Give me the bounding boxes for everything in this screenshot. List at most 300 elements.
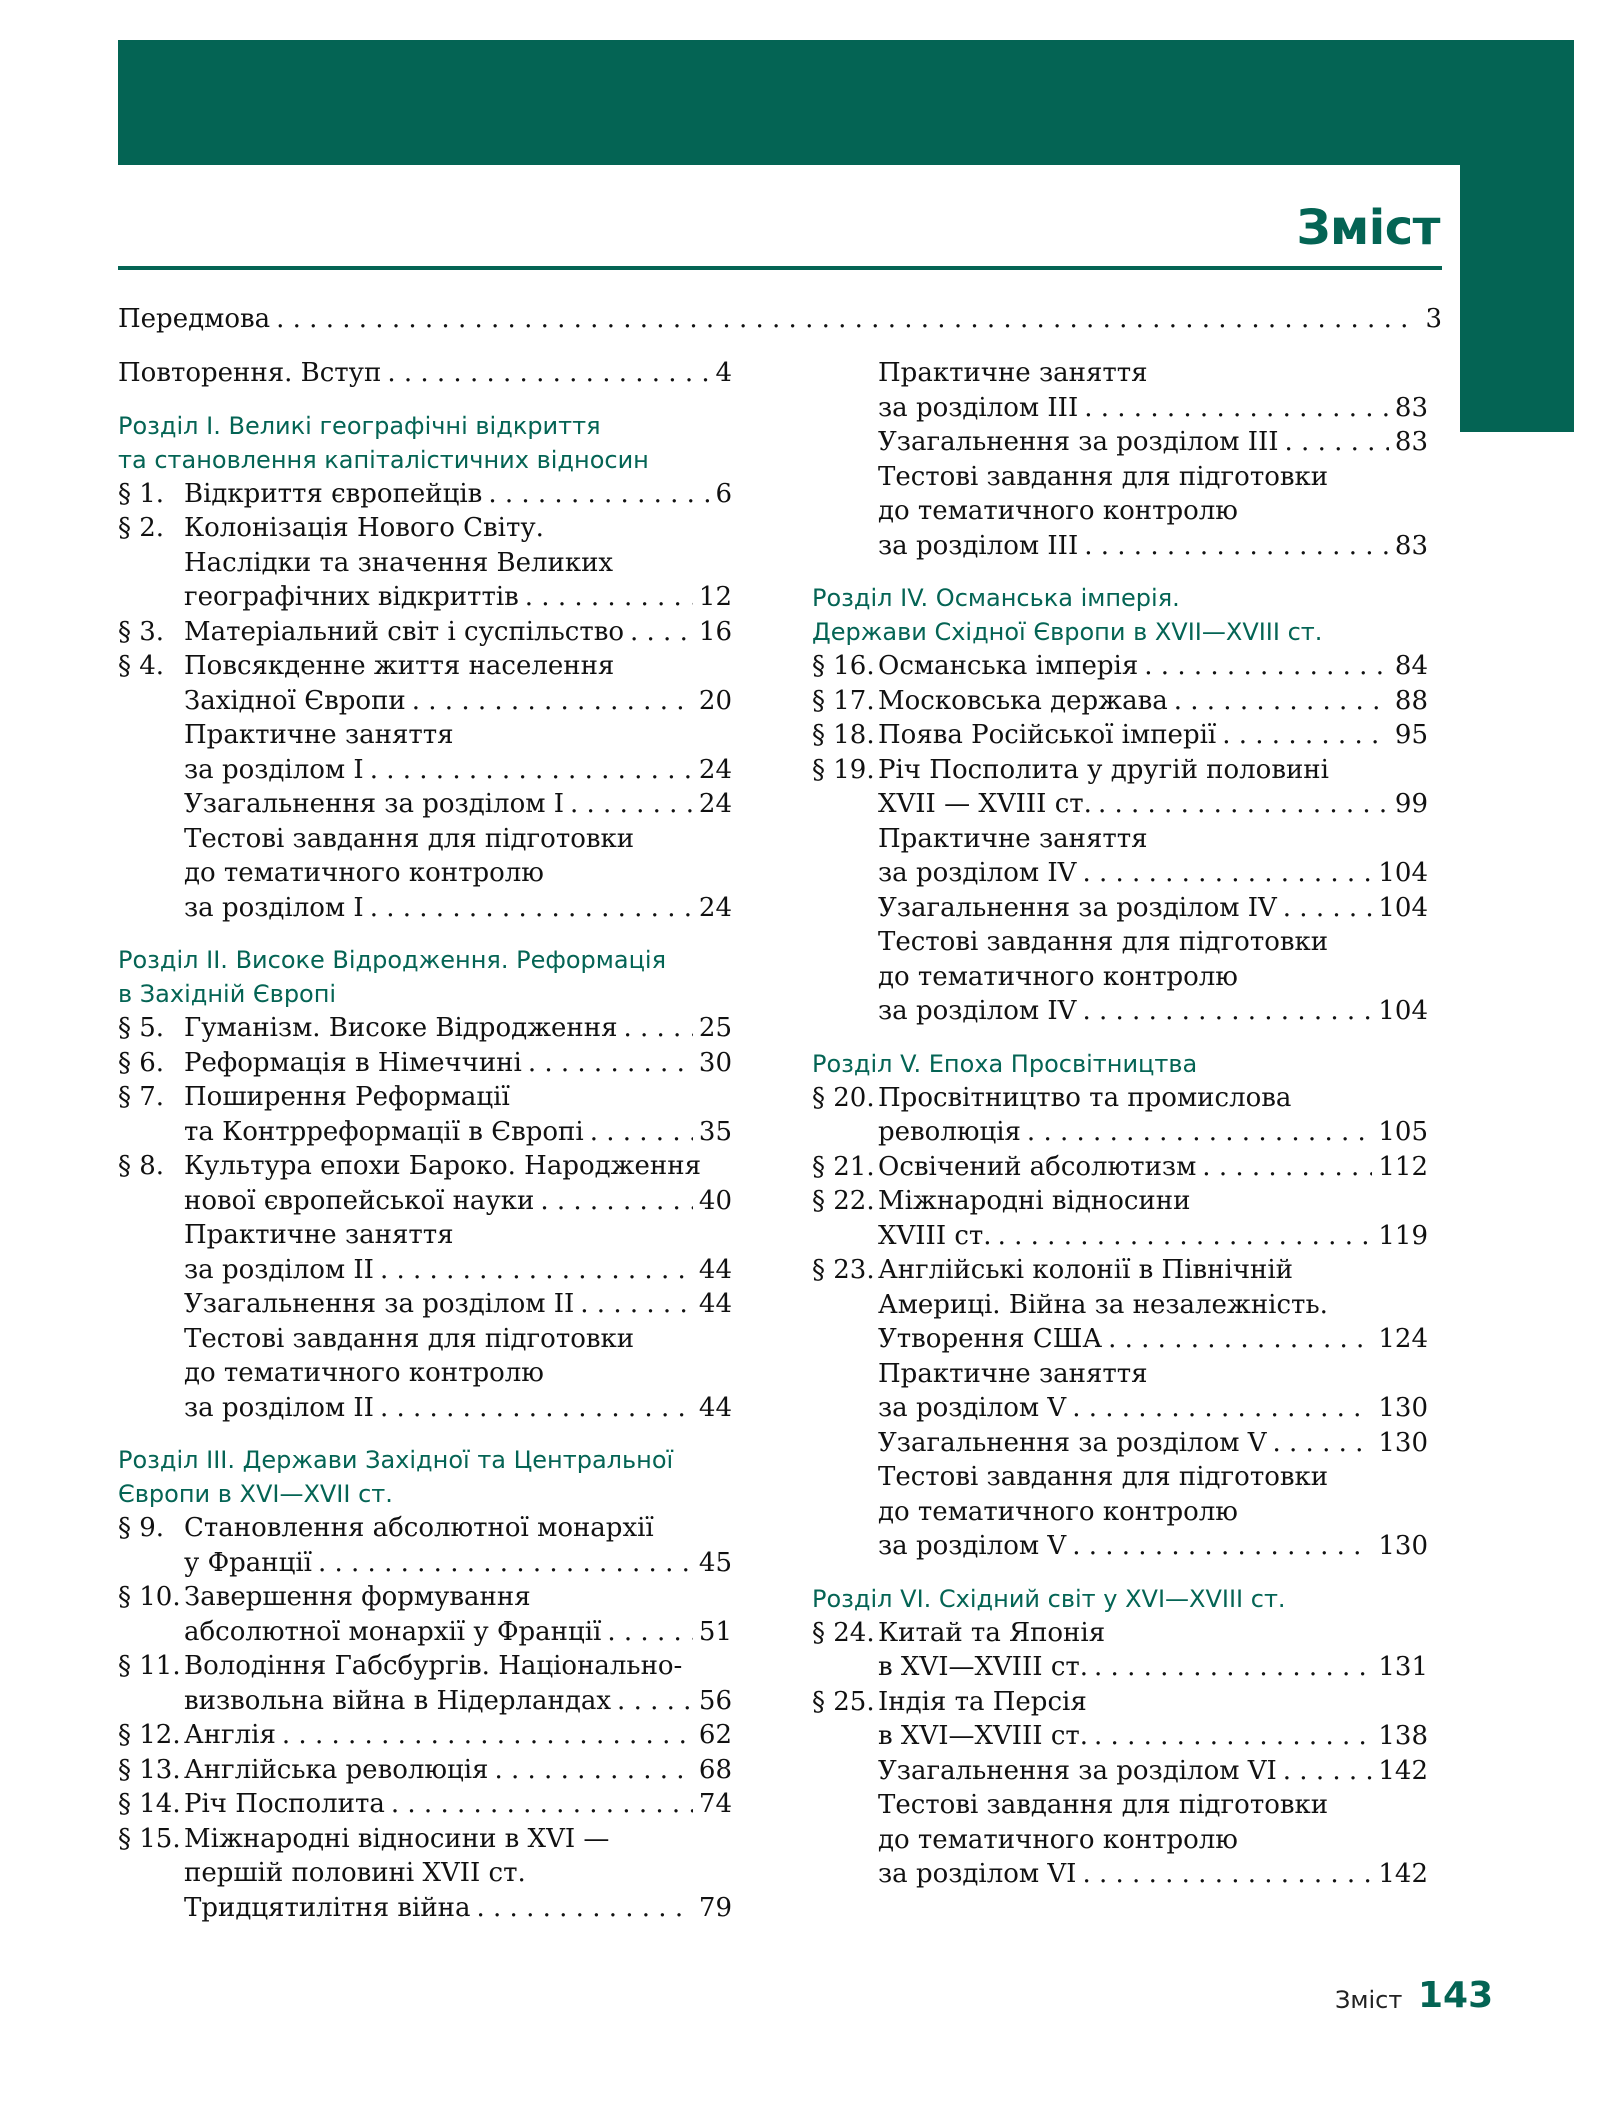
toc-entry-last-line — [184, 1891, 732, 1926]
toc-entry-line: до тематичного контролю — [878, 496, 1238, 526]
toc-entry-line: Річ Посполита у другій половині — [878, 754, 1329, 785]
dot-leader — [270, 302, 1419, 337]
toc-entry-last-line — [878, 1115, 1428, 1150]
toc-entry-line: до тематичного контролю — [184, 858, 544, 888]
toc-entry-line: Тестові завдання для підготовки — [878, 927, 1329, 957]
toc-entry-line: Міжнародні відносини — [878, 1186, 1191, 1216]
dot-leader — [374, 1253, 693, 1288]
toc-entry-body — [878, 1426, 1428, 1461]
toc-entry-paragraph[interactable] — [118, 649, 732, 718]
toc-entry-text: за розділом І — [184, 892, 364, 923]
dot-leader — [1277, 1754, 1373, 1789]
toc-entry-text: Матеріальний світ і суспільство — [184, 616, 624, 647]
toc-entry-body — [878, 718, 1428, 753]
toc-entry-body — [184, 615, 732, 650]
toc-entry-subsection[interactable] — [812, 1788, 1428, 1892]
section-heading-line: Розділ ІІІ. Держави Західної та Центральної — [118, 1446, 674, 1474]
toc-entry-subsection[interactable] — [118, 1218, 732, 1287]
toc-entry-line: Тестові завдання для підготовки — [878, 1462, 1329, 1492]
section-heading-line: Розділ ІІ. Високе Відродження. Реформація — [118, 946, 667, 974]
dot-leader — [564, 787, 693, 822]
toc-entry-subsection[interactable] — [812, 1357, 1428, 1426]
toc-entry-page: 95 — [1394, 720, 1428, 750]
section-heading-line: Розділ IV. Османська імперія. — [812, 584, 1180, 612]
toc-entry-paragraph[interactable] — [812, 684, 1428, 719]
toc-entry-page: 56 — [698, 1685, 732, 1716]
toc-entry-paragraph[interactable] — [812, 1685, 1428, 1754]
dot-leader — [519, 580, 693, 615]
toc-entry-page: 83 — [1394, 392, 1428, 423]
toc-entry-line: Індія та Персія — [878, 1686, 1087, 1717]
dot-leader — [1279, 425, 1389, 460]
toc-entry-body — [184, 1287, 732, 1322]
dot-leader — [312, 1546, 693, 1581]
dot-leader — [488, 1753, 692, 1788]
toc-entry-body — [878, 1788, 1428, 1892]
paragraph-number: § 20. — [812, 1082, 875, 1113]
spacer — [118, 391, 732, 403]
toc-entry-last-line — [878, 891, 1428, 926]
toc-entry-body — [878, 1253, 1428, 1357]
toc-entry-last-line — [184, 787, 732, 822]
dot-leader — [364, 753, 693, 788]
dot-leader — [601, 1615, 693, 1650]
toc-entry-last-line — [184, 1046, 732, 1081]
toc-entry-text: у Франції — [184, 1547, 312, 1578]
toc-entry-text: Узагальнення за розділом V — [878, 1427, 1267, 1458]
dot-leader — [374, 1391, 693, 1426]
toc-entry-paragraph[interactable] — [118, 1011, 732, 1046]
toc-entry-paragraph[interactable] — [812, 1081, 1428, 1150]
toc-entry-page: 104 — [1378, 858, 1428, 888]
section-heading[interactable] — [812, 581, 1428, 649]
toc-entry-line: до тематичного контролю — [878, 1824, 1238, 1855]
toc-entry-page: 4 — [715, 358, 732, 388]
section-heading[interactable] — [812, 1582, 1428, 1616]
toc-entry-line: Наслідки та значення Великих — [184, 547, 614, 578]
toc-entry-paragraph[interactable] — [118, 511, 732, 615]
toc-entry-text: Передмова — [118, 304, 271, 334]
toc-entry-last-line — [184, 1787, 732, 1822]
toc-entry-body — [184, 1718, 732, 1753]
toc-entry-page: 24 — [698, 754, 732, 785]
toc-entry-body — [184, 1787, 732, 1822]
toc-entry-subsection[interactable] — [812, 1426, 1428, 1461]
dot-leader — [1196, 1150, 1372, 1185]
toc-entry-foreword[interactable] — [118, 302, 1442, 337]
toc-entry-subsection[interactable] — [812, 822, 1428, 891]
toc-entry-page: 104 — [1378, 996, 1428, 1026]
spacer — [812, 563, 1428, 575]
toc-entry-text: XVII — XVIII ст. — [878, 789, 1092, 819]
toc-entry-body — [878, 925, 1428, 1029]
toc-entry-page: 68 — [698, 1754, 732, 1785]
dot-leader — [1078, 391, 1389, 426]
toc-entry-page: 131 — [1378, 1652, 1428, 1682]
toc-entry-last-line — [184, 1684, 732, 1719]
toc-entry-text: Річ Посполита — [184, 1789, 385, 1819]
toc-entry-subsection[interactable] — [812, 460, 1428, 564]
toc-entry-page: 3 — [1425, 304, 1442, 334]
toc-entry-subsection[interactable] — [118, 1287, 732, 1322]
toc-entry-text: Османська імперія — [878, 651, 1139, 681]
paragraph-number: § 21. — [812, 1151, 875, 1182]
toc-entry-paragraph[interactable] — [118, 615, 732, 650]
toc-entry-body — [184, 1149, 732, 1218]
dot-leader — [385, 1787, 693, 1822]
dot-leader — [1216, 718, 1389, 753]
toc-entry-paragraph[interactable] — [812, 1150, 1428, 1185]
toc-entry-page: 119 — [1378, 1220, 1428, 1251]
toc-entry-body — [878, 460, 1428, 564]
toc-entry-page: 83 — [1394, 530, 1428, 561]
page-title: Зміст — [1296, 200, 1440, 256]
toc-entry-last-line — [184, 615, 732, 650]
toc-entry-text: Узагальнення за розділом ІІІ — [878, 427, 1279, 457]
dot-leader — [381, 356, 709, 391]
toc-entry-last-line — [878, 1322, 1428, 1357]
toc-entry-body — [878, 891, 1428, 926]
toc-entry-body — [878, 1754, 1428, 1789]
toc-entry-last-line — [878, 856, 1428, 891]
toc-entry-body — [878, 1460, 1428, 1564]
paragraph-number: § 16. — [812, 651, 875, 681]
toc-entry-page: 79 — [698, 1892, 732, 1923]
paragraph-number: § 13. — [118, 1754, 181, 1785]
toc-entry-text: Англія — [184, 1720, 276, 1750]
toc-entry-body — [184, 822, 732, 926]
toc-entry-page: 24 — [698, 892, 732, 923]
title-rule — [118, 266, 1442, 270]
toc-entry-body — [878, 1081, 1428, 1150]
toc-entry-last-line — [184, 684, 732, 719]
toc-entry-line: Англійські колонії в Північній — [878, 1255, 1293, 1285]
toc-entry-line: Культура епохи Бароко. Народження — [184, 1151, 701, 1181]
toc-entry-paragraph[interactable] — [118, 1046, 732, 1081]
toc-entry-last-line — [878, 684, 1428, 719]
toc-entry-paragraph[interactable] — [118, 1080, 732, 1149]
toc-entry-page: 51 — [698, 1616, 732, 1647]
toc-entry-paragraph[interactable] — [118, 1649, 732, 1718]
toc-entry-text: Узагальнення за розділом ІІ — [184, 1289, 575, 1319]
toc-entry-body — [184, 718, 732, 787]
header-band — [118, 40, 1460, 165]
toc-entry-text: за розділом V — [878, 1393, 1067, 1423]
paragraph-number: § 25. — [812, 1686, 875, 1717]
toc-entry-text: революція — [878, 1117, 1021, 1147]
toc-entry-text: Тридцятилітня війна — [184, 1892, 471, 1923]
dot-leader — [1088, 1650, 1372, 1685]
toc-entry-last-line — [184, 1718, 732, 1753]
toc-entry-text: абсолютної монархії у Франції — [184, 1616, 602, 1647]
toc-entry-text: Узагальнення за розділом І — [184, 789, 564, 819]
toc-entry-last-line — [184, 1615, 732, 1650]
toc-entry-page: 88 — [1394, 685, 1428, 716]
toc-entry-subsection[interactable] — [118, 787, 732, 822]
toc-entry-page: 20 — [698, 685, 732, 716]
toc-entry-body — [184, 477, 732, 512]
toc-entry-text: та Контрреформації в Європі — [184, 1116, 584, 1147]
toc-entry-page: 44 — [698, 1392, 732, 1423]
paragraph-number: § 10. — [118, 1582, 181, 1612]
toc-entry-page: 45 — [698, 1547, 732, 1578]
toc-entry-last-line — [878, 1150, 1428, 1185]
toc-entry-page: 83 — [1394, 427, 1428, 457]
toc-entry-line: до тематичного контролю — [878, 961, 1238, 992]
toc-entry-line: до тематичного контролю — [184, 1358, 544, 1388]
dot-leader — [1092, 787, 1389, 822]
toc-entry-paragraph[interactable] — [118, 1149, 732, 1218]
toc-entry-line: Практичне заняття — [184, 1220, 454, 1250]
toc-entry-paragraph[interactable] — [812, 1616, 1428, 1685]
toc-entry-body — [184, 1649, 732, 1718]
dot-leader — [624, 615, 693, 650]
toc-entry-line: Тестові завдання для підготовки — [878, 1790, 1329, 1820]
toc-entry-line: Колонізація Нового Світу. — [184, 513, 544, 543]
toc-entry-line: Тестові завдання для підготовки — [184, 823, 635, 854]
dot-leader — [406, 684, 693, 719]
toc-entry-page: 12 — [698, 582, 732, 612]
toc-entry-page: 44 — [698, 1254, 732, 1285]
paragraph-number: § 7. — [118, 1082, 165, 1112]
paragraph-number: § 12. — [118, 1720, 181, 1750]
toc-entry-subsection[interactable] — [118, 1322, 732, 1426]
toc-entry-text: Англійська революція — [184, 1754, 489, 1785]
spacer — [812, 1029, 1428, 1041]
toc-right-column — [812, 356, 1428, 1892]
toc-entry-text: за розділом ІІ — [184, 1254, 374, 1285]
toc-entry-page: 142 — [1378, 1755, 1428, 1786]
section-heading-line: Держави Східної Європи в XVII—XVIII ст. — [812, 618, 1323, 646]
toc-left-column — [118, 356, 732, 1925]
toc-entry-paragraph[interactable] — [118, 1787, 732, 1822]
paragraph-number: § 15. — [118, 1823, 181, 1854]
toc-entry-body — [184, 1046, 732, 1081]
toc-entry-line: Америці. Війна за незалежність. — [878, 1289, 1328, 1320]
paragraph-number: § 19. — [812, 754, 875, 785]
dot-leader — [574, 1287, 693, 1322]
toc-entry-text: за розділом І — [184, 754, 364, 785]
section-heading-line: в Західній Європі — [118, 980, 337, 1008]
toc-entry-last-line — [184, 1253, 732, 1288]
toc-entry-last-line — [184, 1011, 732, 1046]
toc-entry-body — [184, 1580, 732, 1649]
toc-entry-subsection[interactable] — [812, 425, 1428, 460]
toc-entry-last-line — [184, 477, 732, 512]
toc-entry-line: Володіння Габсбургів. Національно- — [184, 1651, 683, 1681]
toc-entry-page: 30 — [698, 1047, 732, 1078]
section-heading-line: Розділ VI. Східний світ у XVI—XVIII ст. — [812, 1584, 1286, 1613]
dot-leader — [611, 1684, 693, 1719]
toc-entry-last-line — [184, 753, 732, 788]
toc-entry-text: XVIII ст. — [878, 1220, 992, 1251]
paragraph-number: § 3. — [118, 616, 165, 647]
paragraph-number: § 17. — [812, 685, 875, 716]
toc-entry-last-line — [878, 1391, 1428, 1426]
paragraph-number: § 22. — [812, 1186, 875, 1216]
page-number: 143 — [1418, 1975, 1494, 2016]
toc-entry-page: 25 — [698, 1013, 732, 1043]
toc-entry-text: за розділом ІІІ — [878, 392, 1079, 423]
section-heading-line: Розділ V. Епоха Просвітництва — [812, 1049, 1198, 1078]
toc-entry-last-line — [184, 1546, 732, 1581]
dot-leader — [534, 1184, 693, 1219]
toc-entry-last-line — [878, 1426, 1428, 1461]
dot-leader — [1168, 684, 1389, 719]
dot-leader — [1078, 529, 1389, 564]
dot-leader — [276, 1718, 693, 1753]
toc-entry-text: за розділом IV — [878, 996, 1077, 1026]
toc-entry-body — [184, 511, 732, 615]
toc-entry-paragraph[interactable] — [812, 1253, 1428, 1357]
section-heading-line: Розділ І. Великі географічні відкриття — [118, 411, 601, 440]
toc-entry-last-line — [184, 1287, 732, 1322]
dot-leader — [617, 1011, 692, 1046]
toc-entry-line: Практичне заняття — [878, 358, 1148, 388]
toc-entry-last-line — [184, 1184, 732, 1219]
toc-entry-paragraph[interactable] — [812, 718, 1428, 753]
toc-entry-body — [878, 1616, 1428, 1685]
toc-entry-text: Поява Російської імперії — [878, 720, 1217, 750]
toc-entry-last-line — [878, 994, 1428, 1029]
toc-entry-last-line — [878, 718, 1428, 753]
toc-entry-subsection[interactable] — [812, 356, 1428, 425]
section-heading[interactable] — [812, 1047, 1428, 1081]
paragraph-number: § 5. — [118, 1013, 165, 1043]
toc-entry-last-line — [878, 1650, 1428, 1685]
toc-entry-subsection[interactable] — [118, 718, 732, 787]
toc-entry-last-line — [878, 1219, 1428, 1254]
toc-entry-text: Московська держава — [878, 685, 1168, 716]
toc-entry-last-line — [878, 1529, 1428, 1564]
toc-entry-body — [184, 1511, 732, 1580]
toc-entry-body — [878, 1357, 1428, 1426]
toc-entry-body — [878, 1150, 1428, 1185]
paragraph-number: § 11. — [118, 1651, 181, 1681]
toc-entry-paragraph[interactable] — [118, 1822, 732, 1926]
toc-entry-line: першій половині XVII ст. — [184, 1858, 526, 1888]
dot-leader — [1021, 1115, 1372, 1150]
toc-entry-review[interactable] — [118, 356, 732, 391]
toc-entry-line: Повсякденне життя населення — [184, 651, 615, 681]
paragraph-number: § 4. — [118, 651, 165, 681]
toc-entry-subsection[interactable] — [812, 925, 1428, 1029]
toc-entry-page: 138 — [1378, 1721, 1428, 1751]
dot-leader — [584, 1115, 693, 1150]
toc-entry-body — [878, 822, 1428, 891]
toc-entry-text: Узагальнення за розділом VI — [878, 1755, 1277, 1786]
dot-leader — [992, 1219, 1373, 1254]
toc-entry-body — [878, 684, 1428, 719]
toc-entry-line: Тестові завдання для підготовки — [878, 461, 1329, 492]
toc-entry-line: Тестові завдання для підготовки — [184, 1323, 635, 1354]
toc-entry-body — [184, 1753, 732, 1788]
toc-entry-paragraph[interactable] — [118, 1580, 732, 1649]
toc-entry-paragraph[interactable] — [118, 1753, 732, 1788]
toc-entry-page: 24 — [698, 789, 732, 819]
dot-leader — [1102, 1322, 1372, 1357]
toc-entry-page: 40 — [698, 1185, 732, 1216]
toc-entry-page: 35 — [698, 1116, 732, 1147]
toc-entry-last-line — [184, 1115, 732, 1150]
toc-entry-paragraph[interactable] — [812, 649, 1428, 684]
toc-entry-subsection[interactable] — [812, 891, 1428, 926]
toc-entry-paragraph[interactable] — [812, 1184, 1428, 1253]
toc-entry-body — [184, 1011, 732, 1046]
toc-entry-body — [184, 787, 732, 822]
toc-entry-text: Гуманізм. Високе Відродження — [184, 1013, 618, 1043]
section-heading[interactable] — [118, 1443, 732, 1511]
toc-entry-line: Міжнародні відносини в XVI — — [184, 1823, 610, 1854]
toc-entry-paragraph[interactable] — [118, 477, 732, 512]
toc-entry-last-line — [878, 529, 1428, 564]
toc-entry-line: Практичне заняття — [184, 720, 454, 750]
toc-entry-body — [878, 425, 1428, 460]
toc-entry-page: 44 — [698, 1289, 732, 1319]
toc-entry-body — [184, 649, 732, 718]
paragraph-number: § 9. — [118, 1513, 165, 1543]
toc-entry-page: 105 — [1378, 1117, 1428, 1147]
spacer — [812, 1564, 1428, 1576]
toc-entry-page: 6 — [715, 478, 732, 509]
dot-leader — [522, 1046, 693, 1081]
section-heading[interactable] — [118, 409, 732, 477]
footer-section-label: Зміст — [1335, 1986, 1403, 2014]
toc-entry-last-line — [878, 1719, 1428, 1754]
toc-entry-last-line — [878, 391, 1428, 426]
section-heading[interactable] — [118, 943, 732, 1011]
toc-entry-text: за розділом IV — [878, 858, 1077, 888]
toc-entry-body — [184, 1822, 732, 1926]
toc-entry-page: 99 — [1394, 789, 1428, 819]
dot-leader — [1066, 1391, 1372, 1426]
toc-entry-last-line — [878, 1754, 1428, 1789]
toc-entry-body — [878, 1184, 1428, 1253]
toc-entry-page: 130 — [1378, 1531, 1428, 1561]
chapter-edge-tab — [1460, 40, 1574, 432]
dot-leader — [1076, 856, 1372, 891]
toc-entry-body — [878, 753, 1428, 822]
toc-entry-page: 124 — [1378, 1324, 1428, 1354]
toc-entry-line: до тематичного контролю — [878, 1496, 1238, 1527]
toc-entry-subsection[interactable] — [812, 1460, 1428, 1564]
toc-entry-text: Узагальнення за розділом IV — [878, 892, 1277, 923]
toc-entry-paragraph[interactable] — [118, 1511, 732, 1580]
toc-entry-body — [878, 356, 1428, 425]
toc-entry-last-line — [184, 580, 732, 615]
toc-entry-last-line — [878, 787, 1428, 822]
dot-leader — [470, 1891, 692, 1926]
toc-entry-subsection[interactable] — [812, 1754, 1428, 1789]
toc-entry-text: Реформація в Німеччині — [184, 1047, 522, 1078]
toc-entry-text: за розділом ІІІ — [878, 530, 1079, 561]
toc-entry-page: 104 — [1378, 892, 1428, 923]
toc-entry-body — [184, 1322, 732, 1426]
toc-entry-page: 130 — [1378, 1393, 1428, 1423]
toc-entry-paragraph[interactable] — [812, 753, 1428, 822]
section-heading-line: та становлення капіталістичних відносин — [118, 445, 649, 474]
toc-entry-subsection[interactable] — [118, 822, 732, 926]
toc-entry-line: Завершення формування — [184, 1582, 531, 1612]
toc-entry-text: в XVI—XVIII ст. — [878, 1652, 1089, 1682]
toc-entry-text: Освічений абсолютизм — [878, 1151, 1197, 1182]
toc-entry-text: географічних відкриттів — [184, 582, 519, 612]
toc-entry-paragraph[interactable] — [118, 1718, 732, 1753]
dot-leader — [1088, 1719, 1372, 1754]
toc-entry-last-line — [878, 649, 1428, 684]
toc-entry-line: Просвітництво та промислова — [878, 1082, 1292, 1113]
dot-leader — [364, 891, 693, 926]
